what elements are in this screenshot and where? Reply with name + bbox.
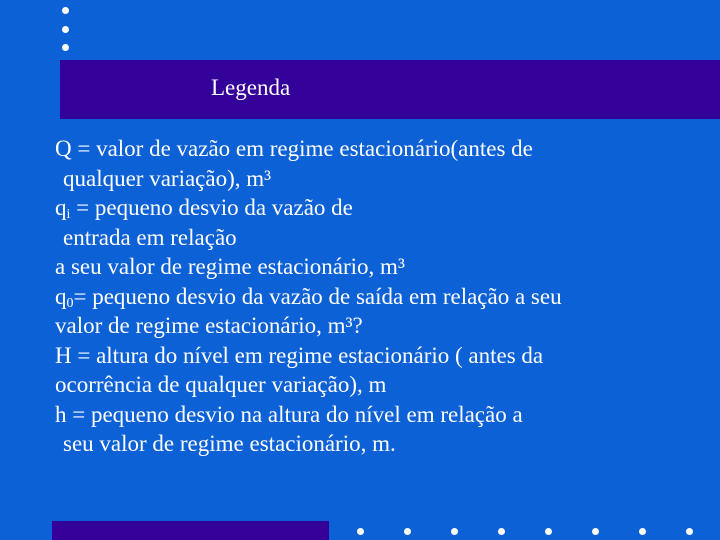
legend-line: qualquer variação), m³ [63,165,272,191]
title-band [60,60,720,119]
legend-line [55,282,715,312]
symbol-subscript: 0 [66,295,74,311]
legend-line: a seu valor de regime estacionário, m³ [55,254,405,279]
dot-icon [357,528,364,535]
slide-title: Legenda [211,75,291,100]
dot-icon [686,528,693,535]
dot-icon [62,26,69,33]
legend-line: h = pequeno desvio na altura do nível em relação a [55,401,523,427]
legend-line-text: = pequeno desvio da vazão de [70,195,353,220]
dot-icon [451,528,458,535]
dot-icon [545,528,552,535]
symbol-subscript: i [66,207,71,222]
legend-line: entrada em relação [63,224,237,250]
bottom-band [52,521,329,540]
legend-line: Q = valor de vazão em regime estacionário(antes de [55,136,533,161]
dot-icon [498,528,505,535]
legend-line: H = altura do nível em regime estacionário ( antes da [55,342,544,368]
decorative-dots-vertical [60,7,70,53]
dot-icon [62,7,69,14]
legend-line: ocorrência de qualquer variação), m [55,372,387,397]
decorative-dots-horizontal [330,528,720,540]
dot-icon [404,528,411,535]
dot-icon [62,44,69,51]
legend-line [55,193,715,223]
symbol-letter: q [55,283,67,309]
dot-icon [592,528,599,535]
dot-icon [639,528,646,535]
legend-line-text: = pequeno desvio da vazão de saída em relação a seu [73,283,562,309]
legend-line: seu valor de regime estacionário, m. [63,431,396,456]
legend-body [55,134,715,459]
symbol-letter: q [55,195,67,220]
legend-line: valor de regime estacionário, m³? [55,313,363,338]
